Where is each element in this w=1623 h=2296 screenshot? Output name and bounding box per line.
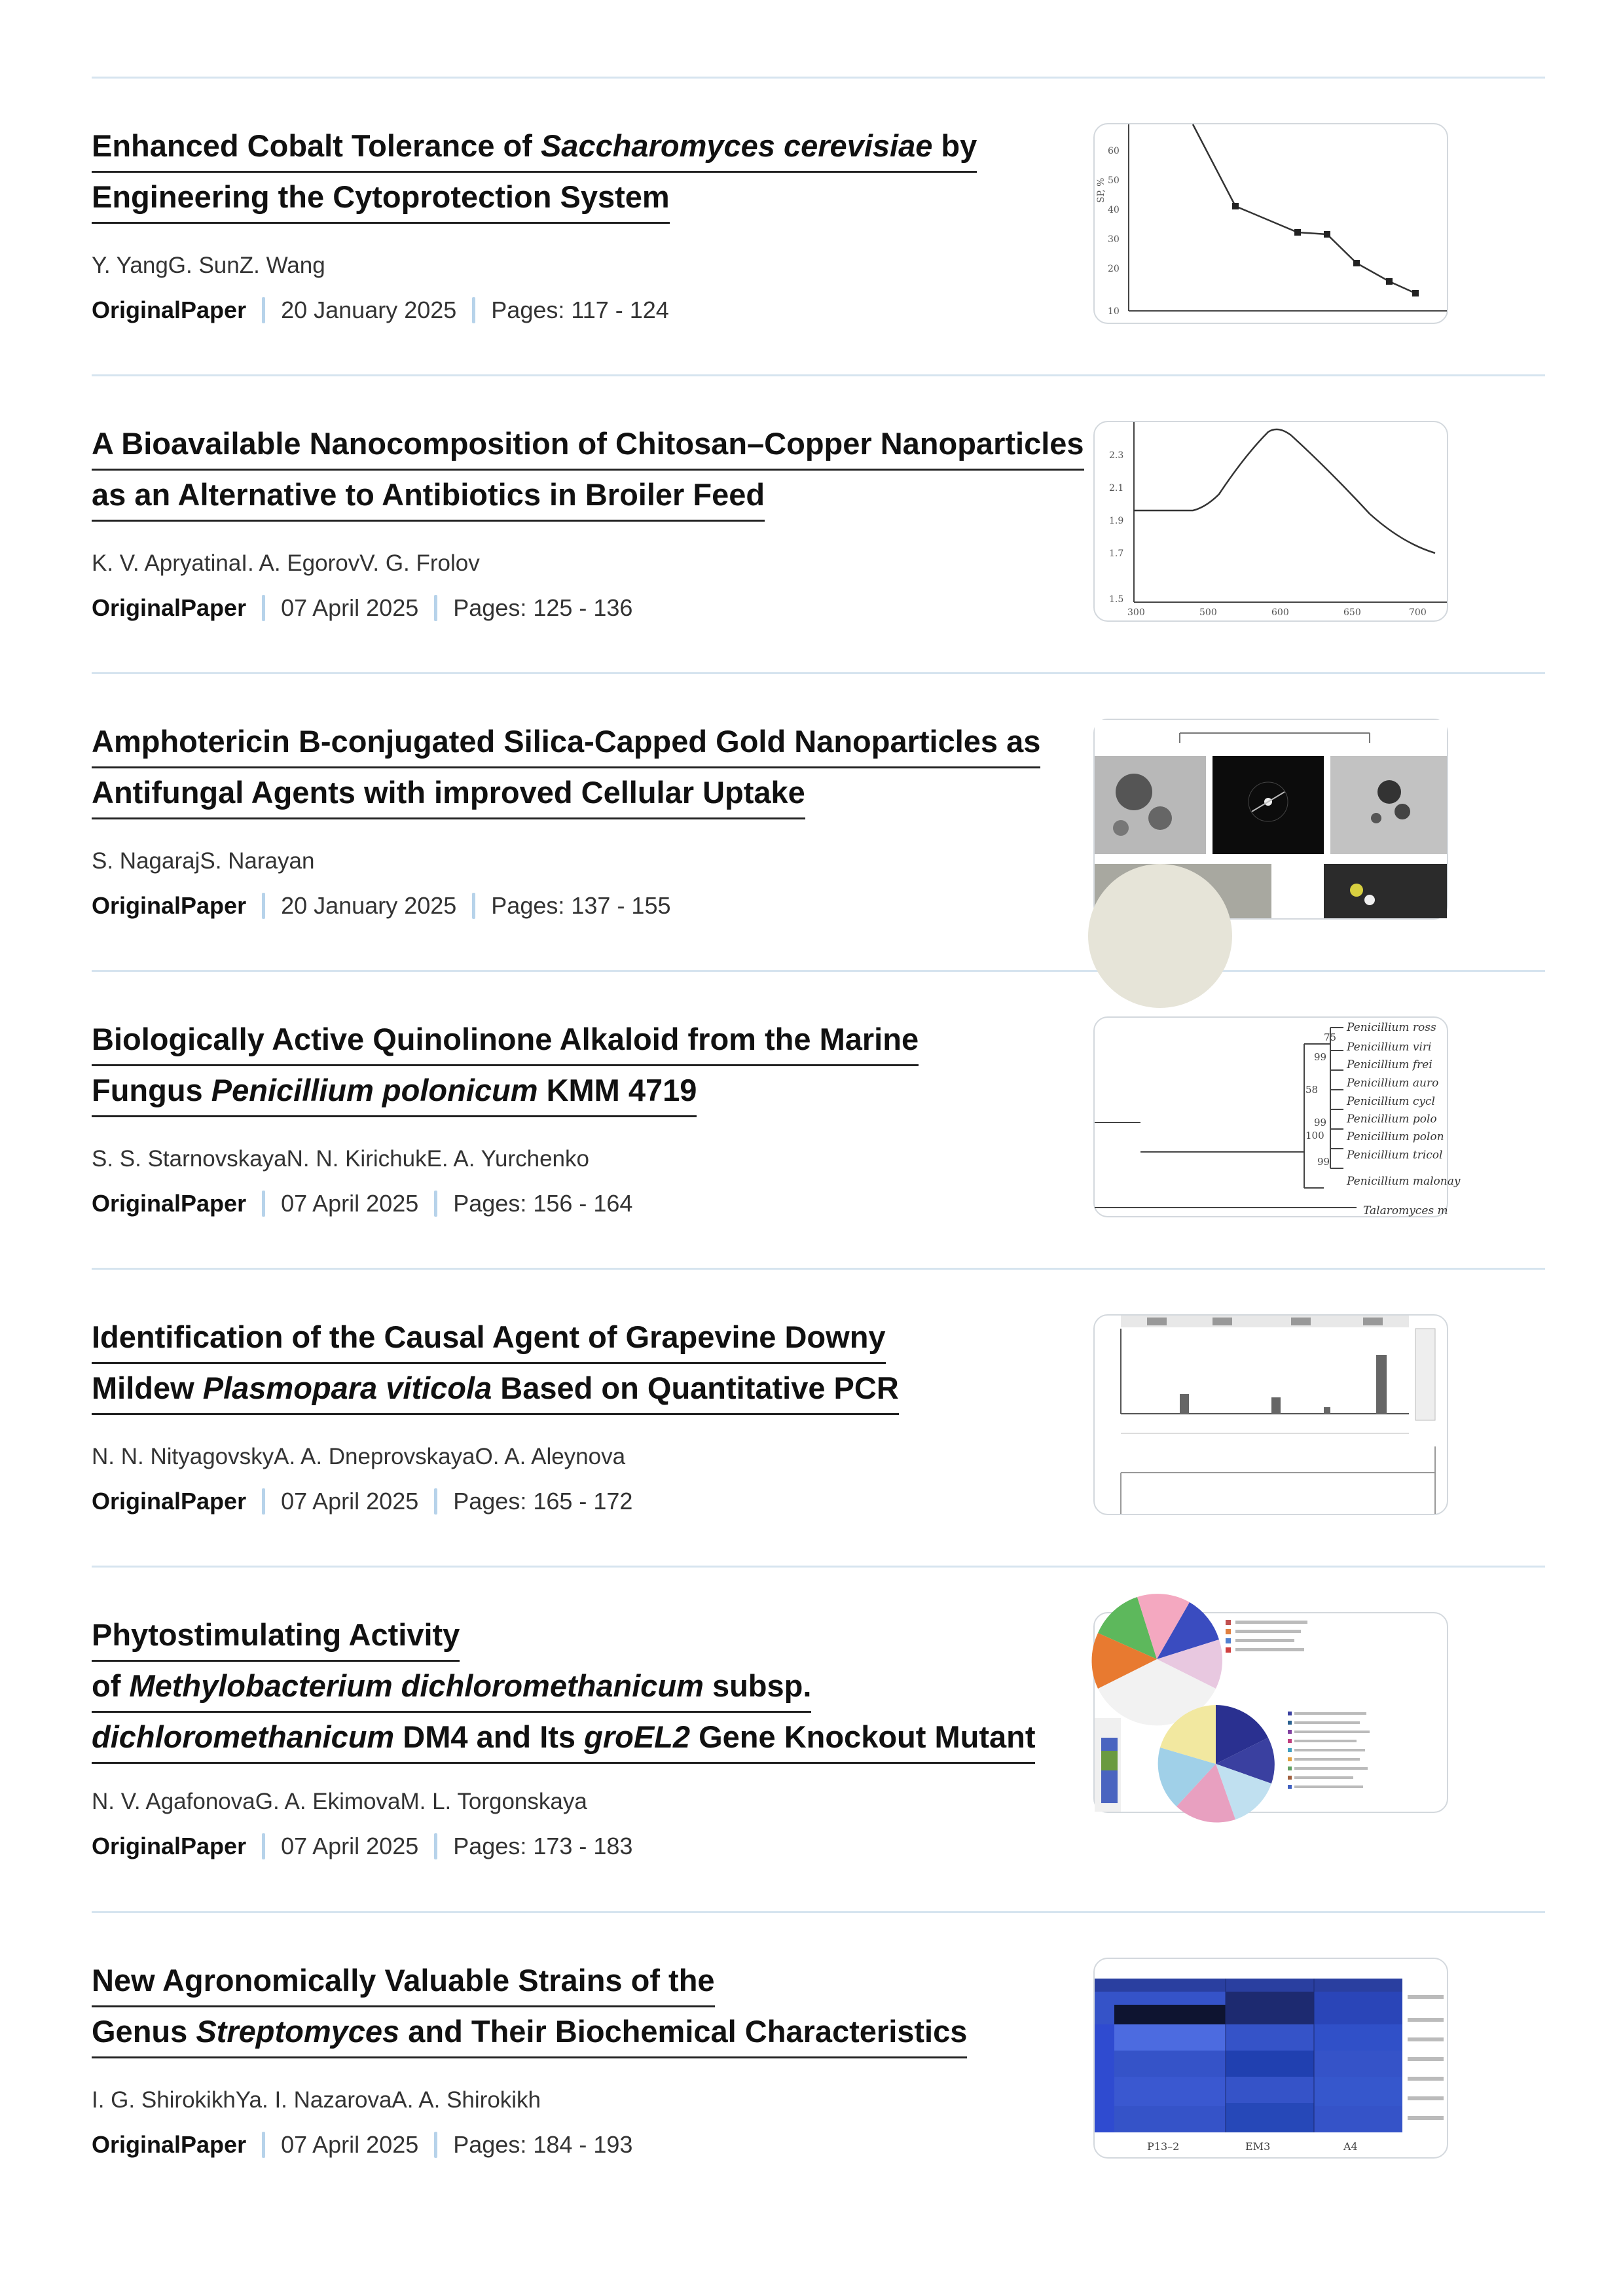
meta-divider xyxy=(262,595,265,621)
page-range: Pages: 137 - 155 xyxy=(491,892,671,919)
article-meta xyxy=(92,891,671,920)
meta-divider xyxy=(434,1833,437,1859)
tree-bootstrap-value: 100 xyxy=(1305,1130,1324,1141)
title-segment[interactable]: by xyxy=(932,128,977,163)
svg-text:60: 60 xyxy=(1108,146,1120,156)
pie-chart-thumbnail xyxy=(1095,1613,1447,1812)
title-line[interactable] xyxy=(92,1015,919,1066)
title-segment[interactable]: and Their Biochemical Characteristics xyxy=(399,2014,968,2049)
article-title[interactable] xyxy=(92,1015,1165,1117)
title-segment[interactable]: Amphotericin B-conjugated Silica-Capped Gold Nanoparticles as xyxy=(92,724,1041,759)
svg-text:650: 650 xyxy=(1343,607,1361,618)
publication-date: 07 April 2025 xyxy=(281,1833,419,1859)
title-line[interactable] xyxy=(92,1956,715,2007)
meta-divider xyxy=(434,1488,437,1515)
title-line[interactable] xyxy=(92,1611,460,1662)
bar-chart-thumbnail xyxy=(1095,1316,1447,1514)
title-line[interactable] xyxy=(92,717,1040,768)
meta-divider xyxy=(434,2132,437,2158)
title-segment[interactable]: KMM 4719 xyxy=(538,1073,697,1107)
svg-text:600: 600 xyxy=(1271,607,1289,618)
meta-divider xyxy=(262,893,265,919)
title-segment[interactable]: Fungus xyxy=(92,1073,211,1107)
article-meta xyxy=(92,1832,632,1861)
title-line[interactable] xyxy=(92,122,977,173)
svg-text:20: 20 xyxy=(1108,264,1120,274)
title-line[interactable] xyxy=(92,1713,1035,1764)
tree-taxon-label: Penicillium viri xyxy=(1347,1041,1432,1054)
content-type: OriginalPaper xyxy=(92,2131,247,2158)
svg-text:30: 30 xyxy=(1108,234,1120,245)
svg-text:10: 10 xyxy=(1108,306,1120,317)
tree-taxon-label: Penicillium tricol xyxy=(1347,1149,1443,1162)
article-authors: N. V. AgafonovaG. A. EkimovaM. L. Torgonskaya xyxy=(92,1789,587,1814)
spectrum-chart-thumbnail xyxy=(1095,422,1447,620)
article-meta xyxy=(92,2130,632,2159)
tree-taxon-label: Penicillium frei xyxy=(1347,1058,1432,1071)
meta-divider xyxy=(472,893,475,919)
tree-bootstrap-value: 75 xyxy=(1324,1031,1337,1043)
title-segment[interactable]: as an Alternative to Antibiotics in Broiler Feed xyxy=(92,477,765,512)
title-segment[interactable]: Enhanced Cobalt Tolerance of xyxy=(92,128,541,163)
title-segment[interactable]: Genus xyxy=(92,2014,196,2049)
article-thumbnail[interactable] xyxy=(1093,719,1448,920)
meta-divider xyxy=(472,297,475,323)
title-line[interactable] xyxy=(92,2007,967,2058)
content-type: OriginalPaper xyxy=(92,594,247,621)
content-type: OriginalPaper xyxy=(92,296,247,323)
tree-bootstrap-value: 58 xyxy=(1305,1084,1319,1096)
heatmap-thumbnail xyxy=(1095,1959,1447,2157)
tree-taxon-label: Penicillium polon xyxy=(1347,1130,1444,1143)
title-line[interactable] xyxy=(92,1364,899,1415)
title-segment[interactable]: A Bioavailable Nanocomposition of Chitosan–Copper Nanoparticles xyxy=(92,426,1084,461)
tree-taxon-label: Penicillium cycl xyxy=(1347,1095,1435,1108)
meta-divider xyxy=(434,1191,437,1217)
title-italic-segment[interactable]: Methylobacterium dichloromethanicum xyxy=(129,1668,704,1703)
article-thumbnail[interactable] xyxy=(1093,1016,1461,1217)
title-italic-segment[interactable]: Saccharomyces cerevisiae xyxy=(540,128,933,163)
separator xyxy=(92,77,1545,79)
heatmap-column-label: EM3 xyxy=(1245,2140,1271,2153)
meta-divider xyxy=(262,2132,265,2158)
publication-date: 20 January 2025 xyxy=(281,892,457,919)
tree-taxon-label: Penicillium auro xyxy=(1347,1077,1439,1090)
content-type: OriginalPaper xyxy=(92,892,247,919)
publication-date: 07 April 2025 xyxy=(281,1488,419,1515)
title-segment[interactable]: New Agronomically Valuable Strains of the xyxy=(92,1963,715,1998)
page-range: Pages: 173 - 183 xyxy=(453,1833,633,1859)
meta-divider xyxy=(262,297,265,323)
title-italic-segment[interactable]: dichloromethanicum xyxy=(92,1719,395,1754)
svg-text:SP, %: SP, % xyxy=(1096,177,1106,203)
tree-taxon-label: Penicillium ross xyxy=(1347,1021,1436,1034)
title-segment[interactable]: subsp. xyxy=(703,1668,812,1703)
article-thumbnail[interactable] xyxy=(1093,1314,1448,1515)
svg-text:2.1: 2.1 xyxy=(1109,483,1124,493)
title-segment[interactable]: Biologically Active Quinolinone Alkaloid from the Marine xyxy=(92,1022,919,1056)
tree-bootstrap-value: 99 xyxy=(1314,1117,1327,1128)
title-segment[interactable]: Based on Quantitative PCR xyxy=(492,1371,899,1405)
article-title[interactable] xyxy=(92,1611,1165,1764)
meta-divider xyxy=(262,1488,265,1515)
meta-divider xyxy=(262,1191,265,1217)
title-segment[interactable]: Phytostimulating Activity xyxy=(92,1617,460,1652)
microscopy-thumbnail xyxy=(1095,720,1447,918)
page-range: Pages: 125 - 136 xyxy=(453,594,633,621)
title-italic-segment[interactable]: groEL2 xyxy=(584,1719,691,1754)
article-authors: N. N. NityagovskyA. A. DneprovskayaO. A. Aleynova xyxy=(92,1444,626,1469)
article-thumbnail[interactable] xyxy=(1093,123,1448,324)
svg-text:2.3: 2.3 xyxy=(1109,450,1124,461)
title-line[interactable] xyxy=(92,173,670,224)
title-italic-segment[interactable]: Penicillium polonicum xyxy=(211,1073,538,1107)
svg-text:40: 40 xyxy=(1108,205,1120,215)
heatmap-column-label: P13–2 xyxy=(1147,2140,1180,2153)
tree-taxon-label: Talaromyces m xyxy=(1363,1204,1448,1217)
article-title[interactable] xyxy=(92,1313,1165,1415)
article-meta xyxy=(92,296,669,325)
tree-bootstrap-value: 99 xyxy=(1317,1156,1330,1168)
article-thumbnail[interactable] xyxy=(1093,1958,1448,2159)
title-line[interactable] xyxy=(92,768,805,819)
article-title[interactable] xyxy=(92,420,1165,522)
tree-bootstrap-value: 99 xyxy=(1314,1051,1327,1063)
title-segment[interactable]: DM4 and Its xyxy=(394,1719,585,1754)
svg-text:1.7: 1.7 xyxy=(1109,548,1124,559)
article-meta xyxy=(92,1487,632,1516)
article-meta xyxy=(92,1189,632,1218)
svg-text:300: 300 xyxy=(1127,607,1145,618)
title-line[interactable] xyxy=(92,1066,697,1117)
title-segment[interactable]: of xyxy=(92,1668,130,1703)
publication-date: 20 January 2025 xyxy=(281,296,457,323)
page-range: Pages: 117 - 124 xyxy=(491,296,669,323)
page-range: Pages: 165 - 172 xyxy=(453,1488,633,1515)
title-line[interactable] xyxy=(92,1662,811,1713)
meta-divider xyxy=(434,595,437,621)
title-italic-segment[interactable]: Plasmopara viticola xyxy=(202,1371,492,1405)
content-type: OriginalPaper xyxy=(92,1190,247,1217)
title-segment[interactable]: Identification of the Causal Agent of Grapevine Downy xyxy=(92,1319,886,1354)
publication-date: 07 April 2025 xyxy=(281,1190,419,1217)
svg-text:700: 700 xyxy=(1409,607,1427,618)
article-authors: K. V. ApryatinaI. A. EgorovV. G. Frolov xyxy=(92,550,480,576)
svg-text:500: 500 xyxy=(1199,607,1217,618)
title-segment[interactable]: Gene Knockout Mutant xyxy=(690,1719,1036,1754)
publication-date: 07 April 2025 xyxy=(281,2131,419,2158)
publication-date: 07 April 2025 xyxy=(281,594,419,621)
article-thumbnail[interactable] xyxy=(1093,421,1448,622)
line-chart-thumbnail xyxy=(1095,124,1447,323)
article-authors: I. G. ShirokikhYa. I. NazarovaA. A. Shirokikh xyxy=(92,2087,541,2113)
tree-taxon-label: Penicillium polo xyxy=(1347,1113,1437,1126)
article-authors: Y. YangG. SunZ. Wang xyxy=(92,253,325,278)
svg-text:1.9: 1.9 xyxy=(1109,516,1124,526)
title-line[interactable] xyxy=(92,420,1084,471)
title-segment[interactable]: Mildew xyxy=(92,1371,203,1405)
article-meta xyxy=(92,594,632,622)
content-type: OriginalPaper xyxy=(92,1488,247,1515)
title-italic-segment[interactable]: Streptomyces xyxy=(196,2014,400,2049)
heatmap-column-label: A4 xyxy=(1343,2140,1358,2153)
article-authors: S. NagarajS. Narayan xyxy=(92,848,315,874)
title-segment[interactable]: Engineering the Cytoprotection System xyxy=(92,179,670,214)
title-line[interactable] xyxy=(92,1313,886,1364)
page-range: Pages: 156 - 164 xyxy=(453,1190,633,1217)
svg-text:1.5: 1.5 xyxy=(1109,594,1124,605)
article-authors: S. S. StarnovskayaN. N. KirichukE. A. Yurchenko xyxy=(92,1146,589,1172)
meta-divider xyxy=(262,1833,265,1859)
title-line[interactable] xyxy=(92,471,765,522)
tree-taxon-label: Penicillium malonay xyxy=(1347,1175,1461,1188)
page-range: Pages: 184 - 193 xyxy=(453,2131,633,2158)
content-type: OriginalPaper xyxy=(92,1833,247,1859)
phylogenetic-tree-thumbnail xyxy=(1095,1018,1461,1217)
article-thumbnail[interactable] xyxy=(1093,1612,1448,1813)
title-segment[interactable]: Antifungal Agents with improved Cellular Uptake xyxy=(92,775,805,810)
article-title[interactable] xyxy=(92,122,1165,224)
article-title[interactable] xyxy=(92,717,1165,819)
article-title[interactable] xyxy=(92,1956,1165,2058)
svg-text:50: 50 xyxy=(1108,175,1120,186)
